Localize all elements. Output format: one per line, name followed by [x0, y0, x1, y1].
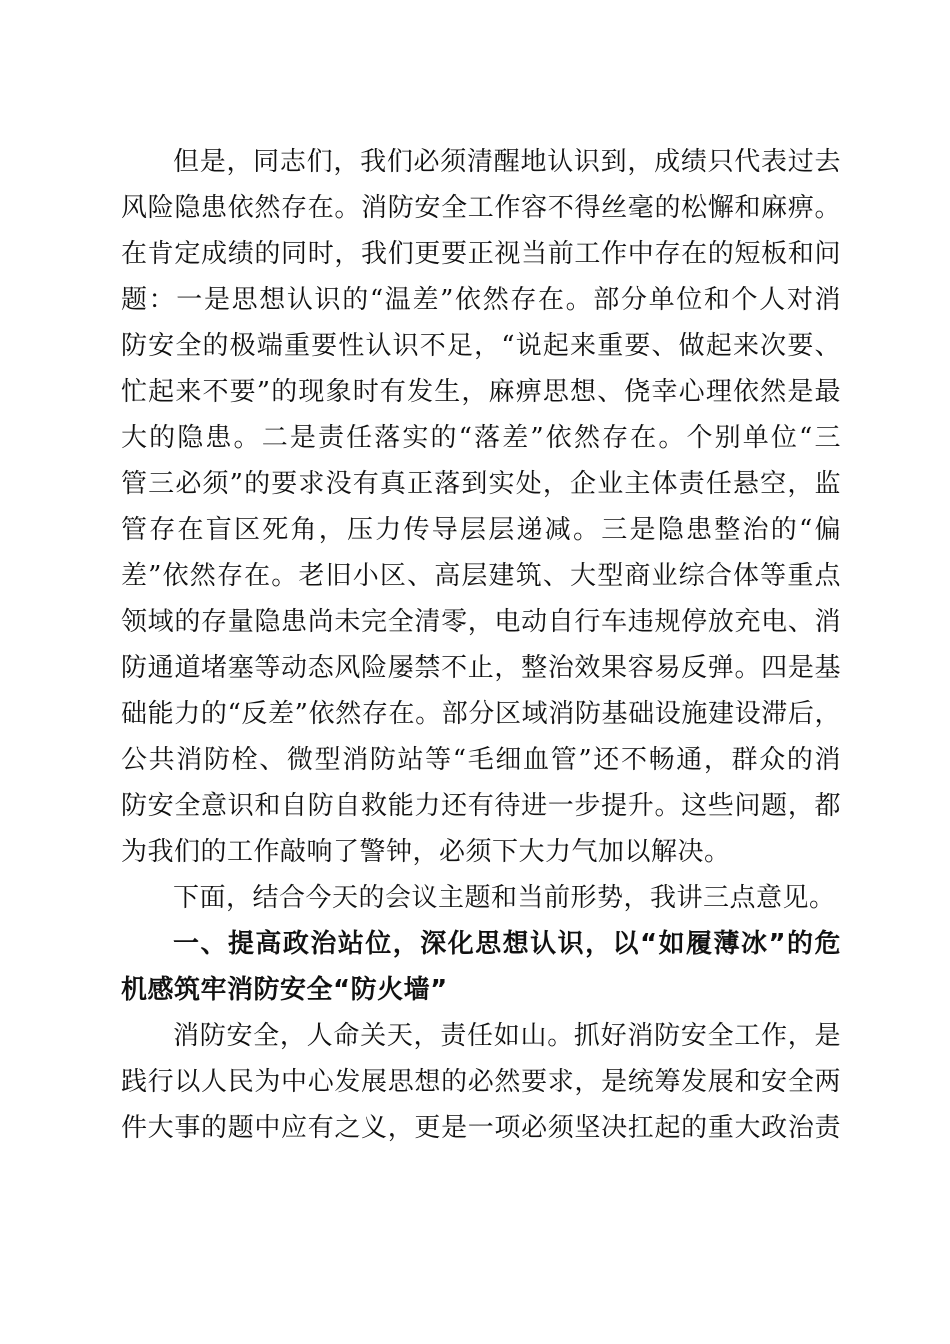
paragraph-1-line-14: 公共消防栓、微型消防站等“毛细血管”还不畅通，群众的消: [121, 745, 841, 775]
paragraph-1-line-11: 领域的存量隐患尚未完全清零，电动自行车违规停放充电、消: [121, 607, 841, 637]
paragraph-1-line-12: 防通道堵塞等动态风险屡禁不止，整治效果容易反弹。四是基: [121, 653, 841, 683]
paragraph-1-line-3: 在肯定成绩的同时，我们更要正视当前工作中存在的短板和问: [121, 239, 841, 269]
paragraph-1-line-9: 管存在盲区死角，压力传导层层递减。三是隐患整治的“偏: [121, 515, 841, 545]
heading-1-line-1: 一、提高政治站位，深化思想认识，以“如履薄冰”的危: [173, 929, 841, 959]
paragraph-3-line-2: 践行以人民为中心发展思想的必然要求，是统筹发展和安全两: [121, 1067, 841, 1097]
paragraph-1-line-15: 防安全意识和自防自救能力还有待进一步提升。这些问题，都: [121, 791, 841, 821]
paragraph-1-line-4: 题：一是思想认识的“温差”依然存在。部分单位和个人对消: [121, 285, 841, 315]
paragraph-3-line-3: 件大事的题中应有之义，更是一项必须坚决扛起的重大政治责: [121, 1113, 841, 1143]
paragraph-1-line-16: 为我们的工作敲响了警钟，必须下大力气加以解决。: [121, 837, 731, 867]
paragraph-1-line-7: 大的隐患。二是责任落实的“落差”依然存在。个别单位“三: [121, 423, 841, 453]
heading-1-line-2: 机感筑牢消防安全“防火墙”: [121, 975, 448, 1005]
paragraph-3-line-1: 消防安全，人命关天，责任如山。抓好消防安全工作，是: [173, 1021, 841, 1051]
paragraph-1-line-13: 础能力的“反差”依然存在。部分区域消防基础设施建设滞后，: [121, 699, 841, 729]
paragraph-1-line-10: 差”依然存在。老旧小区、高层建筑、大型商业综合体等重点: [121, 561, 841, 591]
paragraph-1-line-8: 管三必须”的要求没有真正落到实处，企业主体责任悬空，监: [121, 469, 841, 499]
paragraph-1-line-2: 风险隐患依然存在。消防安全工作容不得丝毫的松懈和麻痹。: [121, 193, 841, 223]
paragraph-1-line-5: 防安全的极端重要性认识不足，“说起来重要、做起来次要、: [121, 331, 841, 361]
paragraph-1-line-6: 忙起来不要”的现象时有发生，麻痹思想、侥幸心理依然是最: [121, 377, 841, 407]
paragraph-1-line-1: 但是，同志们，我们必须清醒地认识到，成绩只代表过去: [173, 147, 841, 177]
paragraph-2-line-1: 下面，结合今天的会议主题和当前形势，我讲三点意见。: [173, 883, 836, 913]
